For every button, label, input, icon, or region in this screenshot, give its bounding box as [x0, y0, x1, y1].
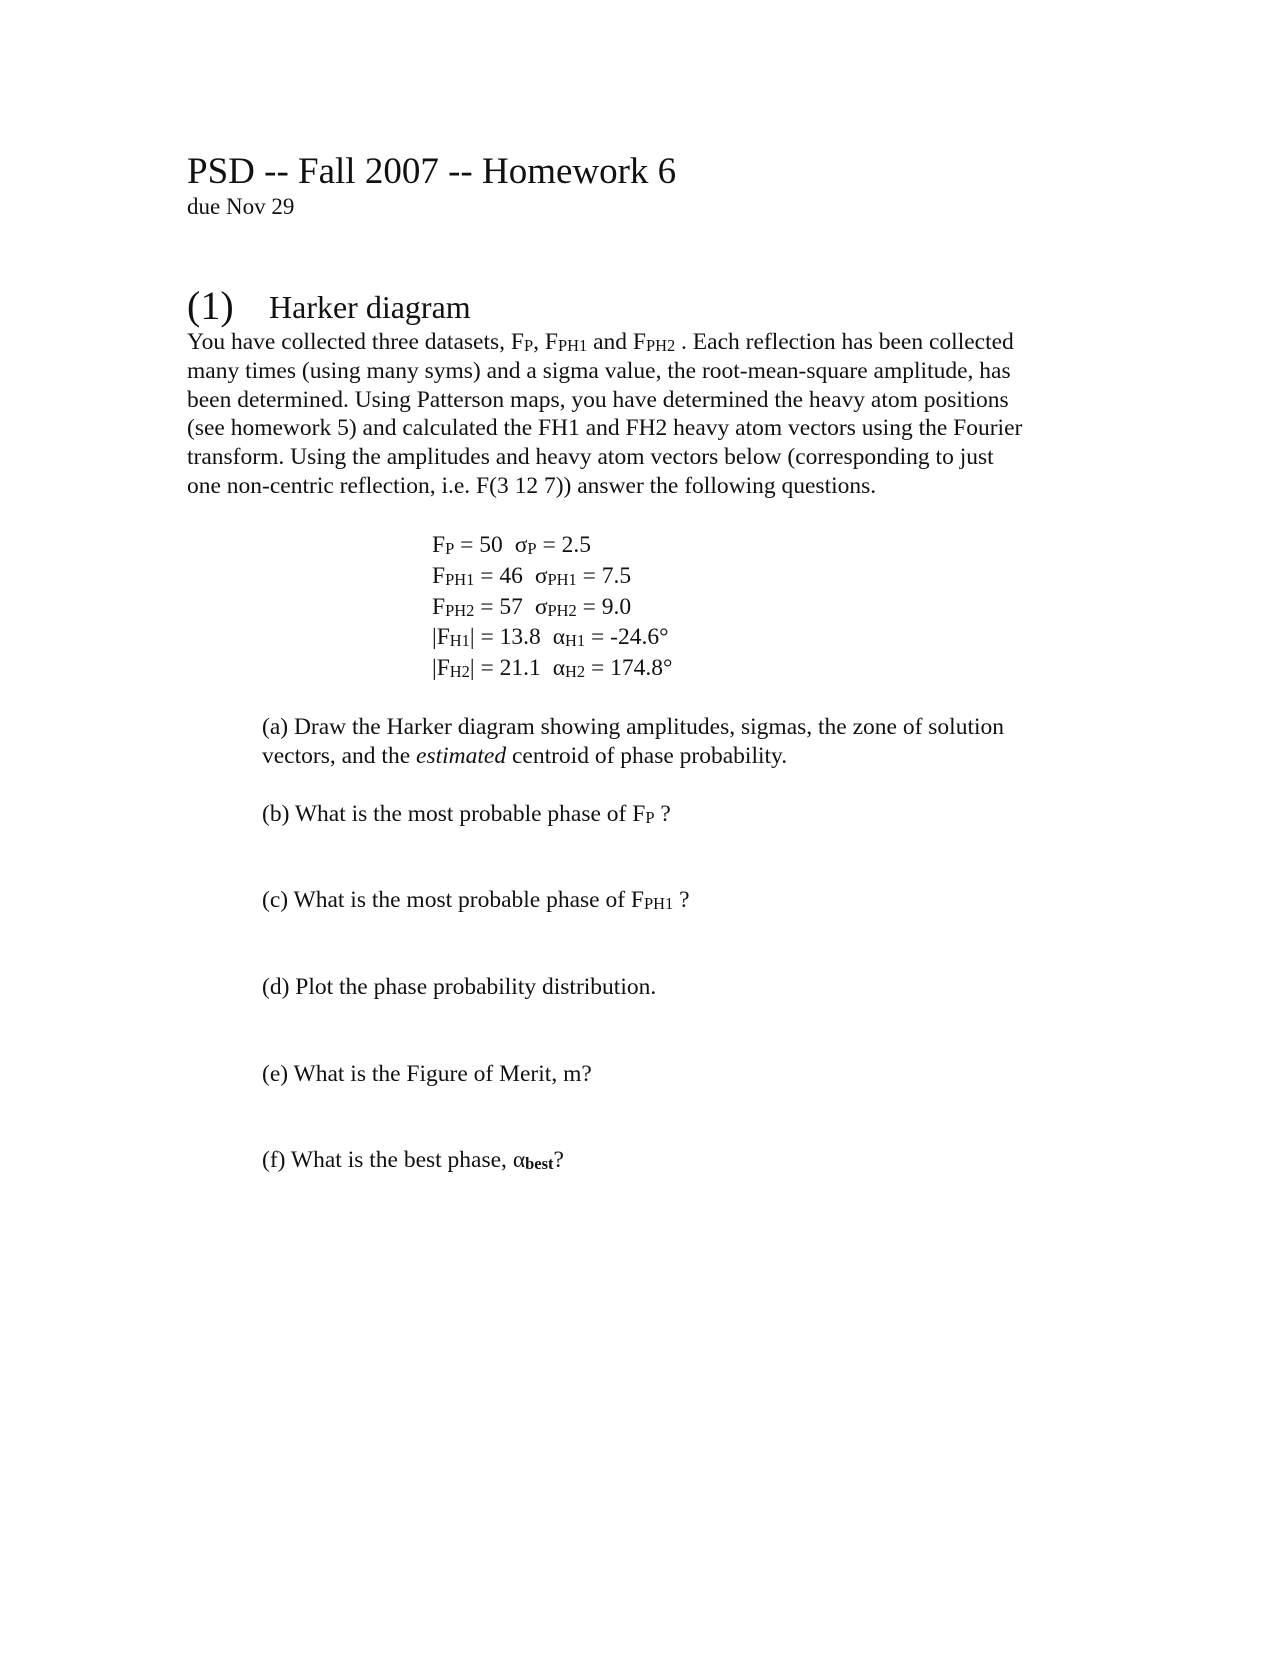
question-d: (d) Plot the phase probability distribution. — [262, 974, 657, 1000]
given-values — [432, 530, 672, 684]
intro-line-1: You have collected three datasets, $F_P$, $F_{PH1}$ and $F_{PH2}$ . Each reflection has been collected — [187, 329, 1014, 355]
intro-line-6: one non-centric reflection, i.e. F(3 12 7)) answer the following questions. — [187, 472, 877, 499]
value-row-fh2: $|F_{H2}| = 21.1$ $\alpha_{H2} = 174.8^\circ$ — [432, 655, 673, 682]
question-f: (f) What is the best phase, $\alpha_{best}$? — [262, 1147, 564, 1173]
question-c: (c) What is the most probable phase of $F_{PH1}$ ? — [262, 887, 690, 913]
intro-paragraph — [187, 328, 1087, 501]
page-title: PSD -- Fall 2007 -- Homework 6 — [187, 151, 677, 192]
question-a: (a) Draw the Harker diagram showing amplitudes, sigmas, the zone of solution vectors, and the estimated centroid of phase probability. — [262, 714, 1005, 769]
intro-line-5: transform. Using the amplitudes and heavy atom vectors below (corresponding to just — [187, 444, 994, 471]
value-row-fph1: $F_{PH1} = 46$ $\sigma_{PH1} = 7.5$ — [432, 562, 632, 589]
section-title: Harker diagram — [269, 289, 471, 325]
section-number: (1) — [187, 283, 234, 328]
question-e: (e) What is the Figure of Merit, m? — [262, 1061, 592, 1087]
value-row-fph2: $F_{PH2} = 57$ $\sigma_{PH2} = 9.0$ — [432, 593, 632, 620]
question-b: (b) What is the most probable phase of $F_P$ ? — [262, 801, 671, 827]
intro-line-2: many times (using many syms) and a sigma value, the root-mean-square amplitude, has — [187, 357, 1011, 384]
value-row-fh1: $|F_{H1}| = 13.8$ $\alpha_{H1} = -24.6^\circ$ — [432, 624, 669, 651]
value-row-fp: $F_P = 50$ $\sigma_P = 2.5$ — [432, 532, 591, 558]
intro-line-4: (see homework 5) and calculated the FH1 and FH2 heavy atom vectors using the Fourier — [187, 415, 1023, 442]
due-date: due Nov 29 — [187, 194, 295, 219]
intro-line-3: been determined. Using Patterson maps, you have determined the heavy atom positions — [187, 386, 1009, 413]
